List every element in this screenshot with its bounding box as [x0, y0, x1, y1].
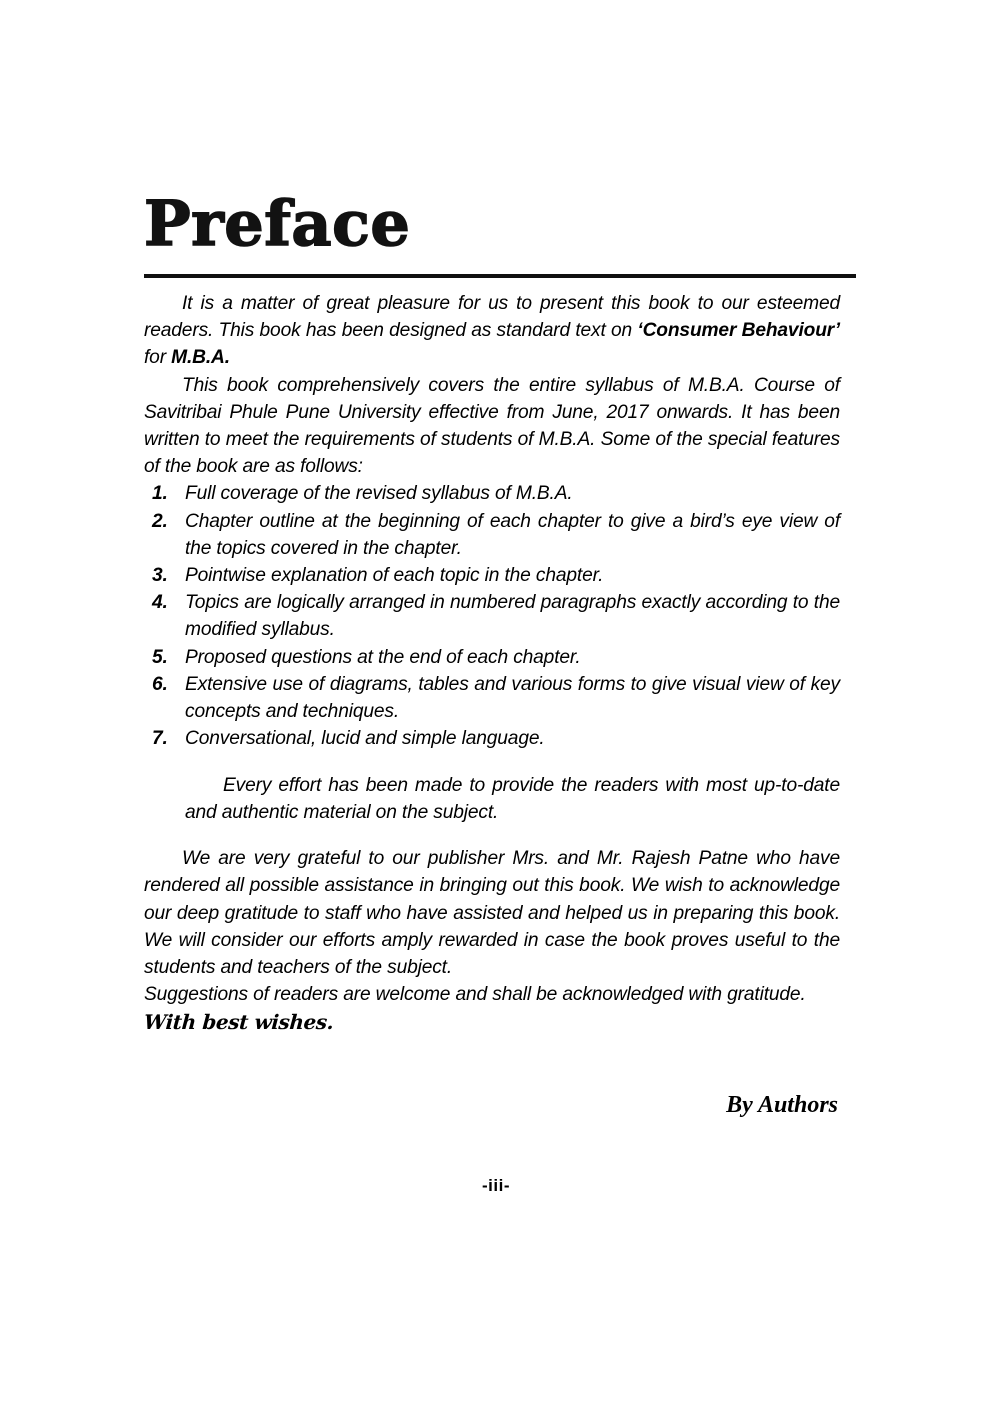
- list-item-number: 3.: [152, 565, 168, 587]
- list-item-text: Proposed questions at the end of each chapter.: [185, 646, 581, 668]
- list-item-number: 4.: [152, 592, 168, 614]
- paragraph-intro: [144, 290, 840, 372]
- list-item-text: Full coverage of the revised syllabus of M.B.A.: [185, 483, 573, 505]
- paragraph-acknowledgement: We are very grateful to our publisher Mrs. and Mr. Rajesh Patne who have rendered all possible assistance in bringing out this book. We wish to acknowledge our deep gratitude to staff who have assisted and helped us in preparing this book. We will consider our efforts amply rewarded in case the book proves useful to the students and teachers of the subject.: [144, 848, 840, 979]
- intro-text-lead: It is a matter of great pleasure for us to present this book to our esteemed readers. This book has been designed as standard text on: [144, 293, 840, 342]
- list-item-text: Chapter outline at the beginning of each chapter to give a bird’s eye view of the topics covered in the chapter.: [185, 510, 840, 559]
- features-list: [144, 480, 840, 752]
- preface-body: [144, 290, 840, 1120]
- book-title-emphasis: ‘Consumer Behaviour’: [637, 320, 840, 342]
- list-item-number: 1.: [152, 483, 168, 505]
- paragraph-every-effort: Every effort has been made to provide the readers with most up-to-date and authentic material on the subject.: [185, 774, 840, 823]
- list-item-number: 5.: [152, 646, 168, 668]
- list-item: [144, 644, 840, 671]
- title-divider: [144, 274, 856, 278]
- closing-salutation: With best wishes.: [143, 1010, 335, 1035]
- paragraph-syllabus: This book comprehensively covers the entire syllabus of M.B.A. Course of Savitribai Phule Pune University effective from June, 2017 onwards. It has been written to meet the requirements of students of M.B.A. Some of the special features of the book are as follows:: [144, 374, 840, 478]
- list-item: [144, 508, 840, 562]
- list-item-text: Topics are logically arranged in numbered paragraphs exactly according to the modified syllabus.: [185, 592, 840, 641]
- page-title: Preface: [144, 187, 411, 260]
- closing-salutation-wrap: [144, 1008, 840, 1037]
- list-item: [144, 480, 840, 507]
- list-item: [144, 725, 840, 752]
- paragraph-suggestions: Suggestions of readers are welcome and shall be acknowledged with gratitude.: [144, 984, 806, 1006]
- list-item-text: Pointwise explanation of each topic in the chapter.: [185, 565, 604, 587]
- list-item-number: 2.: [152, 510, 168, 532]
- title-block: [144, 187, 856, 278]
- list-item: [144, 589, 840, 643]
- list-item: [144, 671, 840, 725]
- intro-text-mid: for: [144, 347, 172, 369]
- author-signature: By Authors: [726, 1091, 838, 1118]
- list-item: [144, 562, 840, 589]
- list-item-text: Conversational, lucid and simple language.: [185, 728, 545, 750]
- course-emphasis: M.B.A.: [171, 347, 230, 369]
- page-number: -iii-: [482, 1176, 510, 1195]
- list-item-number: 7.: [152, 728, 168, 750]
- list-item-number: 6.: [152, 673, 168, 695]
- list-item-text: Extensive use of diagrams, tables and various forms to give visual view of key concepts and techniques.: [185, 673, 840, 723]
